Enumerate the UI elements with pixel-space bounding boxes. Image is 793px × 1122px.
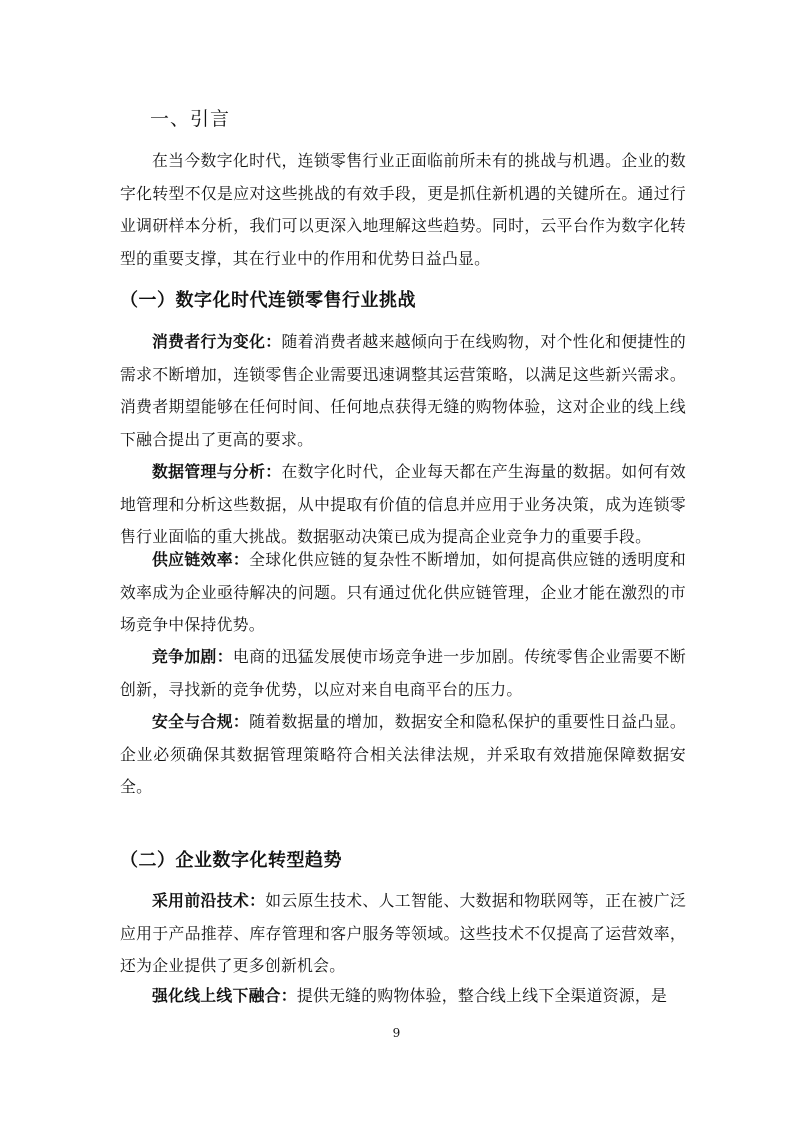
intro-paragraph: 在当今数字化时代，连锁零售行业正面临前所未有的挑战与机遇。企业的数字化转型不仅是应对这些挑战的有效手段，更是抓住新机遇的关键所在。通过行业调研样本分析，我们可以更深入地理解这些趋势。同时，云平台作为数字化转型的重要支撑，其在行业中的作用和优势日益凸显。 [120, 151, 686, 268]
paragraph-text: 电商的迅猛发展使市场竞争进一步加剧。传统零售企业需要不断创新，寻找新的竞争优势，以应对来自电商平台的压力。 [120, 647, 686, 699]
term-label: 供应链效率： [152, 550, 250, 569]
subsection-heading-challenges: （一）数字化时代连锁零售行业挑战 [120, 290, 416, 311]
page-number: 9 [392, 1026, 401, 1040]
challenge-paragraph-security [120, 706, 686, 804]
paragraph-text: 提供无缝的购物体验，整合线上线下全渠道资源，是 [296, 986, 668, 1005]
paragraph-text: 如云原生技术、人工智能、大数据和物联网等，正在被广泛应用于产品推荐、库存管理和客户服务等领域。这些技术不仅提高了运营效率，还为企业提供了更多创新机会。 [120, 891, 686, 976]
challenge-paragraph-data-management [120, 456, 686, 554]
term-label: 竞争加剧： [152, 647, 233, 666]
term-label: 消费者行为变化： [152, 332, 282, 351]
paragraph-text: 随着数据量的增加，数据安全和隐私保护的重要性日益凸显。企业必须确保其数据管理策略符合相关法律法规，并采取有效措施保障数据安全。 [120, 712, 686, 797]
challenge-paragraph-competition [120, 641, 686, 706]
subsection-heading-trends: （二）企业数字化转型趋势 [120, 850, 342, 871]
trend-paragraph-omnichannel [120, 980, 686, 1013]
trend-paragraph-frontier-tech [120, 885, 686, 983]
challenge-paragraph-consumer-behavior [120, 326, 686, 456]
term-label: 采用前沿技术： [152, 891, 266, 910]
term-label: 强化线上线下融合： [152, 986, 297, 1005]
paragraph-text: 全球化供应链的复杂性不断增加，如何提高供应链的透明度和效率成为企业亟待解决的问题。只有通过优化供应链管理，企业才能在激烈的市场竞争中保持优势。 [120, 550, 686, 635]
term-label: 数据管理与分析： [152, 462, 282, 481]
term-label: 安全与合规： [152, 712, 250, 731]
paragraph-text: 随着消费者越来越倾向于在线购物，对个性化和便捷性的需求不断增加，连锁零售企业需要迅速调整其运营策略，以满足这些新兴需求。消费者期望能够在任何时间、任何地点获得无缝的购物体验，这对企业的线上线下融合提出了更高的要求。 [120, 332, 686, 449]
section-heading-introduction: 一、引言 [150, 108, 231, 130]
paragraph-text: 在数字化时代，企业每天都在产生海量的数据。如何有效地管理和分析这些数据，从中提取有价值的信息并应用于业务决策，成为连锁零售行业面临的重大挑战。数据驱动决策已成为提高企业竞争力的重要手段。 [120, 462, 686, 547]
challenge-paragraph-supply-chain [120, 544, 686, 642]
